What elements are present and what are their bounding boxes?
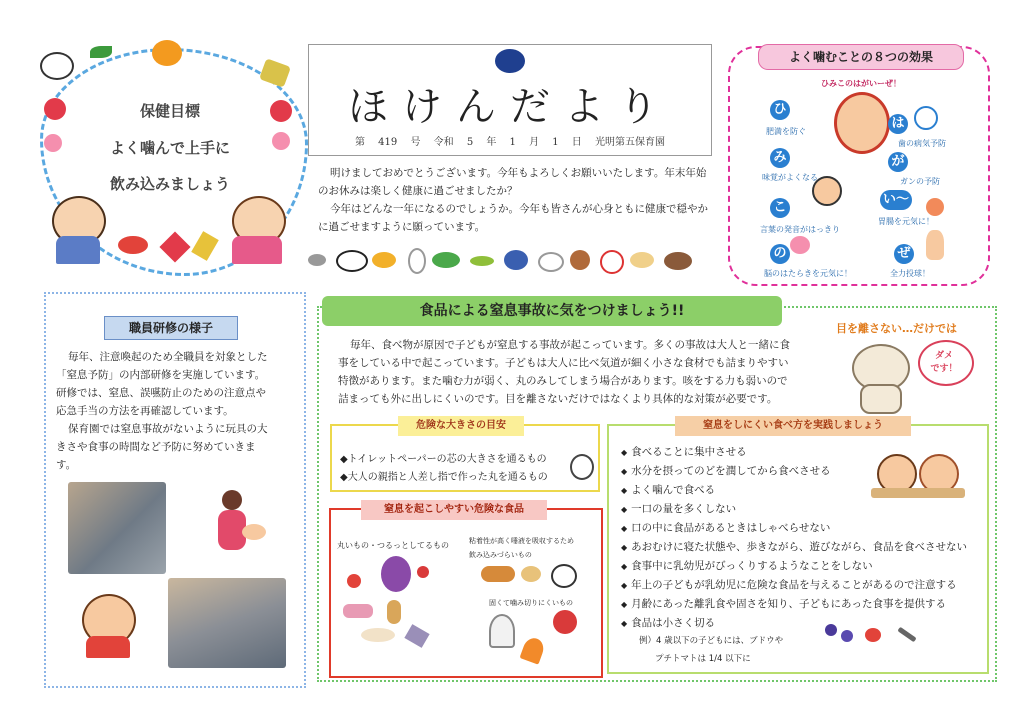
- safe-eating-item: ◆ 水分を摂ってのどを潤してから食べさせる: [621, 463, 831, 478]
- safe-eating-example: プチトマトは 1/4 以下に: [655, 654, 751, 664]
- dango-icon: [361, 628, 395, 642]
- sheep-icon: [538, 252, 564, 272]
- plum-flower-icon: [270, 100, 292, 122]
- peanut-icon: [387, 600, 401, 624]
- boy-kimono-body: [56, 236, 100, 264]
- cat-bubble-line: ダメ: [934, 351, 953, 361]
- safe-eating-title: 窒息をしにくい食べ方を実践しましょう: [675, 416, 911, 436]
- stomach-mascot-icon: [926, 198, 944, 216]
- school-name: 光明第五保育園: [595, 137, 665, 148]
- staff-training-text: [56, 348, 300, 474]
- himiko-illustration: [834, 92, 890, 154]
- dangerous-size-box: [330, 420, 600, 492]
- pitcher-illustration: [926, 230, 944, 260]
- plum-flower-icon: [272, 132, 290, 150]
- rice-ball-icon: [551, 564, 577, 588]
- candy-icon: [343, 604, 373, 618]
- crying-girl-body: [86, 636, 130, 658]
- health-goal-line2: 飲み込みましょう: [109, 175, 230, 193]
- girl-kimono-body: [232, 236, 282, 264]
- brain-mascot-icon: [790, 236, 810, 254]
- dangerous-size-item: ◆大人の親指と人差し指で作った丸を通るもの: [340, 472, 548, 483]
- dangerous-size-title: 危険な大きさの目安: [398, 416, 524, 436]
- staff-training-panel: [44, 292, 306, 688]
- staff-line: 「窒息予防」の内部研修を実施しています。: [56, 369, 266, 381]
- effect-text: 胃腸を元気に！: [878, 217, 934, 226]
- watch-label: 目を離さない…だけでは: [836, 322, 957, 335]
- rabbit-icon: [408, 248, 426, 274]
- staff-line: 研修では、窒息、誤嚥防止のための注意点や: [56, 387, 266, 399]
- cow-icon: [336, 250, 368, 272]
- greeting: [318, 164, 714, 236]
- tangerine-icon: [152, 40, 182, 66]
- staff-line: 応急手当の方法を再確認しています。: [56, 405, 234, 417]
- dangerous-foods-box: [329, 504, 603, 678]
- title-box: [308, 44, 712, 156]
- safe-eating-item: ◆ 年上の子どもが乳幼児に危険な食品を与えることがあるので注意する: [621, 577, 957, 592]
- plum-flower-icon: [44, 134, 62, 152]
- chewing-effects-panel: [728, 46, 990, 286]
- effect-char: い～: [880, 190, 912, 210]
- choking-line: 特徴があります。また噛む力が弱く、丸のみしてしまう場合があります。咳をする力も弱いので: [338, 375, 788, 387]
- grapes-icon: [381, 556, 411, 592]
- effect-char: み: [770, 148, 790, 168]
- page-title: ほけんだより: [348, 84, 672, 130]
- finger-circle-icon: [570, 454, 594, 480]
- safe-eating-item: ◆ 一口の量を多くしない: [621, 501, 736, 516]
- rooster-icon: [600, 250, 624, 274]
- apple-icon: [553, 610, 577, 634]
- pine-leaf-icon: [90, 46, 112, 58]
- table-illustration: [871, 488, 965, 498]
- dangerous-size-item: ◆トイレットペーパーの芯の大きさを通るもの: [340, 454, 547, 465]
- staff-line: す。: [56, 459, 77, 471]
- choking-line: 毎年、食べ物が原因で子どもが窒息する事故が起こっています。多くの事故は大人と一緒に食: [350, 339, 790, 351]
- cherry-icon: [417, 566, 429, 578]
- himiko-banner: ひみこのはがいーぜ！: [821, 79, 901, 88]
- sweet-potato-icon: [521, 566, 541, 582]
- issue-line: [309, 133, 711, 148]
- greeting-line: のお休みは楽しく健康に過ごせましたか？: [318, 185, 518, 197]
- effect-char: の: [770, 244, 790, 264]
- mochi-icon: [40, 52, 74, 80]
- choking-line: 事をしている中で起こっています。子どもは大人に比べ気道が細く小さな食材でも詰まりやすい: [338, 357, 789, 369]
- health-goal-heading: 保健目標: [139, 102, 200, 120]
- issue-number: 第 419 号: [355, 137, 421, 148]
- effect-text: ガンの予防: [900, 177, 940, 186]
- training-photo: [168, 578, 286, 668]
- monkey-icon: [570, 250, 590, 270]
- safe-eating-item: ◆ 口の中に食品があるときはしゃべらせない: [621, 520, 830, 535]
- safe-eating-item: ◆ あおむけに寝た状態や、歩きながら、遊びながら、食品を食べさせない: [621, 539, 967, 554]
- bread-icon: [481, 566, 515, 582]
- staff-line: 保育園では窒息事故がないように玩具の大: [68, 423, 268, 435]
- safe-eating-box: [607, 420, 989, 674]
- staff-training-title: 職員研修の様子: [104, 316, 238, 340]
- first-aid-illustration: [212, 490, 270, 562]
- effect-text: 味覚がよくなる: [762, 173, 818, 182]
- konnyaku-jelly-icon: [404, 624, 429, 648]
- effect-char: が: [888, 152, 908, 172]
- school-logo-icon: [495, 49, 525, 73]
- snake-icon: [470, 256, 494, 266]
- choking-line: 詰まっても外に出しにくいのです。目を離さないだけではなくより具体的な対策が必要です。: [338, 393, 778, 405]
- choking-title: 食品による窒息事故に気をつけましょう!!: [322, 296, 782, 326]
- grape-cut-icon: [825, 624, 837, 636]
- round-foods-label: 丸いもの・つるっとしてるもの: [337, 541, 449, 550]
- carrot-icon: [519, 635, 546, 664]
- safe-eating-item: ◆ 食べることに集中させる: [621, 444, 747, 459]
- training-photo: [68, 482, 166, 574]
- effects-title: よく噛むことの８つの効果: [758, 44, 964, 70]
- greeting-line: 今年はどんな一年になるのでしょうか。今年も皆さんが心身ともに健康で穏やか: [330, 203, 708, 215]
- tomato-cut-icon: [865, 628, 881, 642]
- choking-text: [338, 336, 824, 408]
- dog-icon: [630, 252, 654, 268]
- effect-text: 肥満を防ぐ: [766, 127, 806, 136]
- issue-date: 令和 5 年 1 月 1 日: [433, 137, 582, 148]
- staff-line: きさや食事の時間など予防に努めていきま: [56, 441, 256, 453]
- tiger-icon: [372, 252, 396, 268]
- squid-icon: [489, 614, 515, 648]
- health-goal-line1: よく噛んで上手に: [109, 139, 230, 157]
- safe-eating-item: ◆ 食品は小さく切る: [621, 615, 715, 630]
- zodiac-animals-row: [308, 248, 718, 272]
- dragon-icon: [432, 252, 460, 268]
- effect-text: 全力投球！: [890, 269, 930, 278]
- effect-char: こ: [770, 198, 790, 218]
- plum-flower-icon: [44, 98, 66, 120]
- safe-eating-item: ◆ よく噛んで食べる: [621, 482, 715, 497]
- cat-bubble-line: です！: [930, 364, 958, 374]
- boar-icon: [664, 252, 692, 270]
- tooth-mascot-icon: [914, 106, 938, 130]
- grape-cut-icon: [841, 630, 853, 642]
- greeting-line: 明けましておめでとうございます。今年もよろしくお願いいたします。年末年始: [330, 167, 707, 179]
- hard-foods-label: 固くて噛み切りにくいもの: [489, 599, 573, 607]
- horse-icon: [504, 250, 528, 270]
- spinning-top-icon: [118, 236, 148, 254]
- effect-text: 歯の病気予防: [898, 139, 946, 148]
- sticky-foods-label: 飲み込みづらいもの: [469, 551, 532, 559]
- effect-char: は: [888, 114, 908, 134]
- cat-illustration: [846, 340, 912, 412]
- cherry-tomato-icon: [347, 574, 361, 588]
- staff-line: 毎年、注意喚起のため全職員を対象とした: [68, 351, 268, 363]
- effect-text: 脳のはたらきを元気に！: [764, 269, 852, 278]
- safe-eating-item: ◆ 食事中に乳幼児がびっくりするようなことをしない: [621, 558, 873, 573]
- effect-char: ぜ: [894, 244, 914, 264]
- effect-text: 言葉の発音がはっきり: [760, 225, 840, 234]
- sticky-foods-label: 粘着性が高く唾液を吸収するため: [469, 537, 574, 545]
- greeting-line: に過ごせますように願っています。: [318, 221, 486, 233]
- safe-eating-item: ◆ 月齢にあった離乳食や固さを知り、子どもにあった食事を提供する: [621, 596, 946, 611]
- knife-icon: [897, 627, 916, 643]
- effect-char: ひ: [770, 100, 790, 120]
- dangerous-foods-title: 窒息を起こしやすい危険な食品: [361, 500, 547, 520]
- safe-eating-example: 例）4 歳以下の子どもには、ブドウや: [639, 636, 784, 646]
- mouse-icon: [308, 254, 326, 266]
